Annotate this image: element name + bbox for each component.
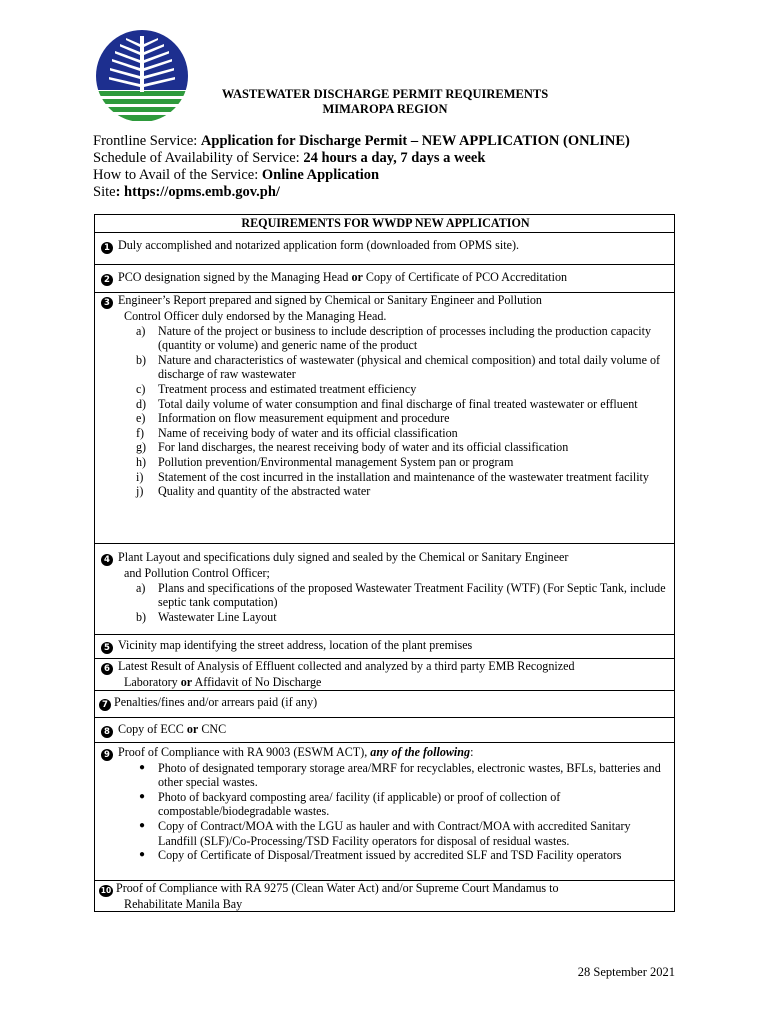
item-letter: e) <box>136 411 146 426</box>
item-letter: j) <box>136 484 144 499</box>
list-item <box>101 761 670 790</box>
requirement-text-pre: PCO designation signed by the Managing Head <box>118 270 352 284</box>
requirement-7 <box>95 690 675 717</box>
requirement-row <box>95 659 675 691</box>
avail-label: How to Avail of the Service: <box>93 167 262 183</box>
item-text: Total daily volume of water consumption and final discharge of final treated wastewater or effluent <box>158 396 638 411</box>
requirement-3 <box>95 293 675 544</box>
requirement-text: Vicinity map identifying the street address, location of the plant premises <box>118 638 473 652</box>
list-item <box>101 581 670 610</box>
item-text: Photo of backyard composting area/ facility (if applicable) or proof of collection of compostable/biodegradable wastes. <box>158 789 561 819</box>
requirement-line2: and Pollution Control Officer; <box>124 566 270 580</box>
item-letter: f) <box>136 425 145 440</box>
line2-post: Affidavit of No Discharge <box>192 675 322 689</box>
or-text: or <box>186 721 199 736</box>
list-item <box>101 819 670 848</box>
requirement-text-post: Copy of Certificate of PCO Accreditation <box>362 270 568 284</box>
avail-value: Online Application <box>261 167 380 183</box>
bullet-icon: ● <box>139 790 146 802</box>
frontline-service-line <box>93 133 630 150</box>
item-text: Pollution prevention/Environmental management System pan or program <box>158 454 514 469</box>
item-text: Quality and quantity of the abstracted water <box>158 484 371 499</box>
requirement-9 <box>95 742 675 880</box>
requirement-row <box>95 265 675 293</box>
requirement-text-pre: Proof of Compliance with RA 9003 (ESWM ACT), <box>118 744 371 759</box>
list-item <box>101 382 670 397</box>
item-text: Nature and characteristics of wastewater (physical and chemical composition) and total daily volume of discharge of raw wastewater <box>158 352 661 382</box>
item-text: For land discharges, the nearest receiving body of water and its official classification <box>158 440 569 455</box>
number-badge-icon: 3 <box>101 297 113 309</box>
schedule-line <box>93 150 485 167</box>
requirement-line2: Rehabilitate Manila Bay <box>124 896 243 911</box>
list-item <box>101 324 670 353</box>
requirement-row <box>95 717 675 742</box>
number-badge-icon: 10 <box>100 885 112 895</box>
item-letter: b) <box>136 352 147 367</box>
requirement-row <box>95 880 675 912</box>
bullet-icon: ● <box>139 849 146 861</box>
bullet-icon: ● <box>139 761 146 773</box>
list-item <box>101 484 670 499</box>
item-text: Nature of the project or business to include description of processes including the production capacity (quantity or volume) and generic name of the product <box>158 323 652 353</box>
list-item <box>101 470 670 485</box>
bullet-icon: ● <box>139 819 146 831</box>
requirement-line1: Engineer’s Report prepared and signed by Chemical or Sanitary Engineer and Pollution <box>118 293 542 307</box>
number-badge-icon: 2 <box>101 274 113 286</box>
requirement-row <box>95 233 675 265</box>
requirement-4 <box>95 544 675 635</box>
requirement-10 <box>95 880 675 912</box>
requirement-8 <box>95 717 675 742</box>
item-letter: d) <box>136 396 147 411</box>
frontline-label: Frontline Service: <box>93 133 201 149</box>
list-item <box>101 397 670 412</box>
requirement-text: Duly accomplished and notarized application form (downloaded from OPMS site). <box>118 238 520 252</box>
list-item <box>101 440 670 455</box>
requirement-line1: Plant Layout and specifications duly signed and sealed by the Chemical or Sanitary Engineer <box>118 550 569 564</box>
number-badge-icon: 8 <box>101 726 113 738</box>
list-item <box>101 353 670 382</box>
number-badge-icon: 6 <box>101 663 113 675</box>
schedule-label: Schedule of Availability of Service: <box>93 150 304 166</box>
item-letter: h) <box>136 454 147 469</box>
item-text: Plans and specifications of the proposed Wastewater Treatment Facility (WTF) (For Septic Tank, include septic tank computation) <box>158 580 666 610</box>
or-text: or <box>180 675 193 689</box>
item-text: Wastewater Line Layout <box>158 609 277 624</box>
region-title: MIMAROPA REGION <box>322 102 448 116</box>
or-text: or <box>351 270 363 284</box>
item-text: Statement of the cost incurred in the installation and maintenance of the wastewater treatment facility <box>158 469 649 484</box>
footer-date: 28 September 2021 <box>577 965 675 979</box>
emphasis-text: any of the following <box>370 744 471 759</box>
list-item <box>101 411 670 426</box>
item-letter: g) <box>136 440 147 455</box>
requirement-line2: Control Officer duly endorsed by the Managing Head. <box>124 309 387 323</box>
item-text: Information on flow measurement equipment and procedure <box>158 411 450 426</box>
number-badge-icon: 4 <box>101 554 113 566</box>
number-badge-icon: 7 <box>99 699 111 711</box>
requirement-row <box>95 742 675 880</box>
requirement-text-post: : <box>470 744 474 759</box>
item-letter: a) <box>136 580 146 595</box>
list-item <box>101 610 670 625</box>
frontline-value: Application for Discharge Permit – NEW APPLICATION (ONLINE) <box>200 133 630 149</box>
item-letter: c) <box>136 381 146 396</box>
requirement-row <box>95 544 675 635</box>
item-text: Treatment process and estimated treatment efficiency <box>158 381 417 396</box>
number-badge-icon: 1 <box>101 242 113 254</box>
item-text: Copy of Contract/MOA with the LGU as hauler and with Contract/MOA with accredited Sanitary Landfill (SLF)/Co-Processing/TSD Facility operators for disposal of residual wastes. <box>158 818 631 848</box>
schedule-value: 24 hours a day, 7 days a week <box>303 150 486 166</box>
avail-line <box>93 167 379 184</box>
requirement-2 <box>95 265 675 293</box>
bullet-list <box>101 761 670 863</box>
requirement-text-pre: Copy of ECC <box>118 721 187 736</box>
item-letter: a) <box>136 323 146 338</box>
item-text: Photo of designated temporary storage area/MRF for recyclables, electronic wastes, BFLs, batteries and other special wastes. <box>158 760 661 790</box>
table-header-row <box>95 215 675 233</box>
list-item <box>101 790 670 819</box>
site-label: Site <box>93 184 116 200</box>
line2-pre: Laboratory <box>124 675 181 689</box>
requirement-line1: Proof of Compliance with RA 9275 (Clean Water Act) and/or Supreme Court Mandamus to <box>116 880 559 895</box>
requirement-1 <box>95 233 675 265</box>
requirement-5 <box>95 635 675 659</box>
requirement-row <box>95 635 675 659</box>
sub-list <box>101 324 670 499</box>
list-item <box>101 455 670 470</box>
list-item <box>101 848 670 863</box>
table-title: REQUIREMENTS FOR WWDP NEW APPLICATION <box>95 215 675 233</box>
item-letter: i) <box>136 469 144 484</box>
document-title: WASTEWATER DISCHARGE PERMIT REQUIREMENTS <box>221 87 549 101</box>
requirement-line1: Latest Result of Analysis of Effluent collected and analyzed by a third party EMB Recognized <box>118 659 575 673</box>
site-value: : https://opms.emb.gov.ph/ <box>115 184 280 200</box>
requirement-6 <box>95 659 675 691</box>
requirements-table <box>94 214 675 912</box>
number-badge-icon: 5 <box>101 642 113 654</box>
requirement-text: Penalties/fines and/or arrears paid (if any) <box>114 694 318 709</box>
requirement-row <box>95 690 675 717</box>
list-item <box>101 426 670 441</box>
site-line <box>93 184 280 201</box>
item-text: Copy of Certificate of Disposal/Treatment issued by accredited SLF and TSD Facility operators <box>158 848 622 863</box>
requirement-line2 <box>101 675 670 690</box>
number-badge-icon: 9 <box>101 749 113 761</box>
item-text: Name of receiving body of water and its official classification <box>158 425 458 440</box>
requirement-text-post: CNC <box>198 721 227 736</box>
item-letter: b) <box>136 609 147 624</box>
requirement-row <box>95 293 675 544</box>
sub-list <box>101 581 670 625</box>
